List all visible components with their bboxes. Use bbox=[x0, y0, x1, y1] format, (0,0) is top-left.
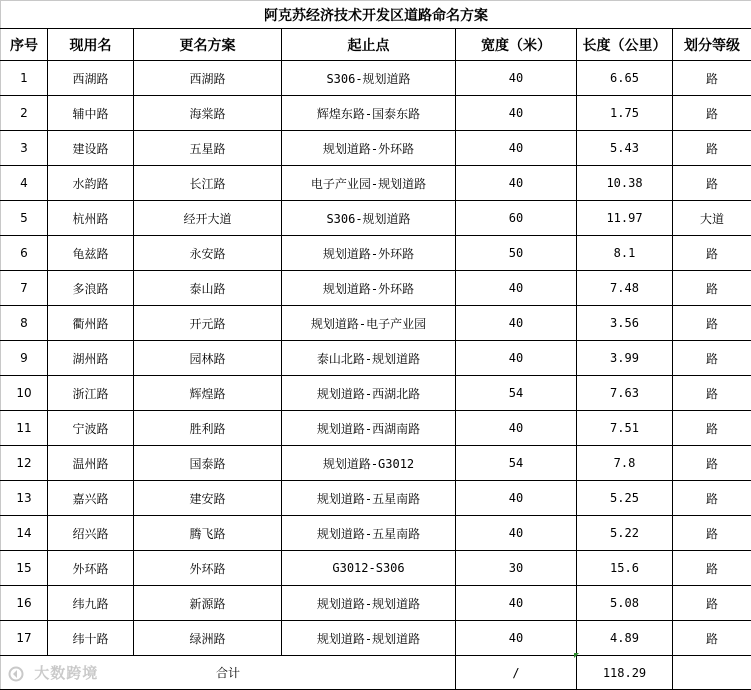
cell-width: 50 bbox=[456, 236, 577, 271]
cell-width: 40 bbox=[456, 341, 577, 376]
cell-length: 7.8 bbox=[577, 446, 673, 481]
table-row bbox=[1, 446, 751, 481]
cell-seq: 6 bbox=[1, 236, 48, 271]
table-row bbox=[1, 306, 751, 341]
cell-current-name: 水韵路 bbox=[48, 166, 134, 201]
cell-current-name: 温州路 bbox=[48, 446, 134, 481]
cell-new-name: 西湖路 bbox=[134, 61, 282, 96]
cell-length: 8.1 bbox=[577, 236, 673, 271]
table-row bbox=[1, 481, 751, 516]
cell-seq: 17 bbox=[1, 621, 48, 656]
cell-length: 11.97 bbox=[577, 201, 673, 236]
cell-grade: 路 bbox=[673, 551, 751, 586]
cell-new-name: 永安路 bbox=[134, 236, 282, 271]
cell-width: 40 bbox=[456, 166, 577, 201]
cell-current-name: 多浪路 bbox=[48, 271, 134, 306]
cell-length: 7.51 bbox=[577, 411, 673, 446]
cell-width: 40 bbox=[456, 96, 577, 131]
cell-current-name: 西湖路 bbox=[48, 61, 134, 96]
cell-width: 40 bbox=[456, 516, 577, 551]
cell-new-name: 经开大道 bbox=[134, 201, 282, 236]
table-row bbox=[1, 61, 751, 96]
watermark bbox=[8, 662, 98, 683]
cell-seq: 10 bbox=[1, 376, 48, 411]
table-title: 阿克苏经济技术开发区道路命名方案 bbox=[1, 1, 751, 29]
cell-current-name: 湖州路 bbox=[48, 341, 134, 376]
cell-new-name: 外环路 bbox=[134, 551, 282, 586]
cell-grade: 路 bbox=[673, 586, 751, 621]
cell-length: 5.25 bbox=[577, 481, 673, 516]
cell-seq: 12 bbox=[1, 446, 48, 481]
cell-seq: 8 bbox=[1, 306, 48, 341]
cell-seq: 15 bbox=[1, 551, 48, 586]
cell-new-name: 园林路 bbox=[134, 341, 282, 376]
cell-start-end: 电子产业园-规划道路 bbox=[282, 166, 456, 201]
cell-current-name: 杭州路 bbox=[48, 201, 134, 236]
cell-width: 40 bbox=[456, 411, 577, 446]
cell-length: 6.65 bbox=[577, 61, 673, 96]
cell-grade: 路 bbox=[673, 341, 751, 376]
cell-length: 5.43 bbox=[577, 131, 673, 166]
cell-grade: 路 bbox=[673, 131, 751, 166]
cell-width: 40 bbox=[456, 61, 577, 96]
cell-current-name: 纬九路 bbox=[48, 586, 134, 621]
cell-start-end: 规划道路-西湖北路 bbox=[282, 376, 456, 411]
header-row bbox=[1, 29, 751, 61]
cell-seq: 3 bbox=[1, 131, 48, 166]
table-row bbox=[1, 166, 751, 201]
header-start-end: 起止点 bbox=[282, 29, 456, 61]
cell-length: 10.38 bbox=[577, 166, 673, 201]
table-row bbox=[1, 271, 751, 306]
cell-start-end: 规划道路-规划道路 bbox=[282, 586, 456, 621]
cell-length: 4.89 bbox=[577, 621, 673, 656]
cell-start-end: 泰山北路-规划道路 bbox=[282, 341, 456, 376]
cell-current-name: 宁波路 bbox=[48, 411, 134, 446]
cell-seq: 9 bbox=[1, 341, 48, 376]
table-row bbox=[1, 586, 751, 621]
cell-new-name: 建安路 bbox=[134, 481, 282, 516]
cell-new-name: 开元路 bbox=[134, 306, 282, 341]
cell-grade: 大道 bbox=[673, 201, 751, 236]
cell-start-end: 规划道路-规划道路 bbox=[282, 621, 456, 656]
table-row bbox=[1, 376, 751, 411]
cell-length: 3.99 bbox=[577, 341, 673, 376]
watermark-logo-icon bbox=[8, 666, 26, 682]
cell-seq: 7 bbox=[1, 271, 48, 306]
cell-new-name: 绿洲路 bbox=[134, 621, 282, 656]
cell-length: 5.22 bbox=[577, 516, 673, 551]
header-width: 宽度（米） bbox=[456, 29, 577, 61]
cell-seq: 5 bbox=[1, 201, 48, 236]
cell-current-name: 纬十路 bbox=[48, 621, 134, 656]
cell-length: 3.56 bbox=[577, 306, 673, 341]
header-length: 长度（公里） bbox=[577, 29, 673, 61]
cell-comment-marker bbox=[574, 653, 579, 658]
cell-grade: 路 bbox=[673, 516, 751, 551]
cell-seq: 16 bbox=[1, 586, 48, 621]
cell-start-end: 辉煌东路-国泰东路 bbox=[282, 96, 456, 131]
cell-start-end: 规划道路-外环路 bbox=[282, 236, 456, 271]
table-row bbox=[1, 201, 751, 236]
cell-grade: 路 bbox=[673, 271, 751, 306]
cell-seq: 4 bbox=[1, 166, 48, 201]
cell-new-name: 辉煌路 bbox=[134, 376, 282, 411]
total-length: 118.29 bbox=[577, 656, 673, 690]
header-grade: 划分等级 bbox=[673, 29, 751, 61]
cell-seq: 2 bbox=[1, 96, 48, 131]
cell-start-end: G3012-S306 bbox=[282, 551, 456, 586]
cell-current-name: 建设路 bbox=[48, 131, 134, 166]
table-row bbox=[1, 96, 751, 131]
cell-current-name: 外环路 bbox=[48, 551, 134, 586]
cell-seq: 13 bbox=[1, 481, 48, 516]
total-label: 合计 bbox=[1, 656, 456, 690]
cell-new-name: 新源路 bbox=[134, 586, 282, 621]
table-row bbox=[1, 621, 751, 656]
table-row bbox=[1, 516, 751, 551]
cell-new-name: 国泰路 bbox=[134, 446, 282, 481]
cell-current-name: 浙江路 bbox=[48, 376, 134, 411]
header-new-name: 更名方案 bbox=[134, 29, 282, 61]
cell-start-end: S306-规划道路 bbox=[282, 201, 456, 236]
cell-grade: 路 bbox=[673, 376, 751, 411]
total-width: / bbox=[456, 656, 577, 690]
cell-new-name: 五星路 bbox=[134, 131, 282, 166]
cell-width: 54 bbox=[456, 446, 577, 481]
cell-width: 40 bbox=[456, 586, 577, 621]
cell-new-name: 长江路 bbox=[134, 166, 282, 201]
cell-current-name: 绍兴路 bbox=[48, 516, 134, 551]
cell-grade: 路 bbox=[673, 446, 751, 481]
cell-current-name: 嘉兴路 bbox=[48, 481, 134, 516]
cell-grade: 路 bbox=[673, 236, 751, 271]
cell-new-name: 腾飞路 bbox=[134, 516, 282, 551]
cell-new-name: 泰山路 bbox=[134, 271, 282, 306]
cell-start-end: 规划道路-外环路 bbox=[282, 131, 456, 166]
cell-current-name: 衢州路 bbox=[48, 306, 134, 341]
table-row bbox=[1, 411, 751, 446]
cell-width: 40 bbox=[456, 131, 577, 166]
table-row bbox=[1, 236, 751, 271]
table-row bbox=[1, 131, 751, 166]
header-current-name: 现用名 bbox=[48, 29, 134, 61]
cell-start-end: 规划道路-西湖南路 bbox=[282, 411, 456, 446]
cell-start-end: 规划道路-G3012 bbox=[282, 446, 456, 481]
total-row bbox=[1, 656, 751, 690]
total-grade bbox=[673, 656, 751, 690]
cell-length: 15.6 bbox=[577, 551, 673, 586]
header-seq: 序号 bbox=[1, 29, 48, 61]
cell-seq: 14 bbox=[1, 516, 48, 551]
cell-grade: 路 bbox=[673, 306, 751, 341]
cell-width: 40 bbox=[456, 481, 577, 516]
cell-start-end: S306-规划道路 bbox=[282, 61, 456, 96]
cell-start-end: 规划道路-外环路 bbox=[282, 271, 456, 306]
cell-width: 40 bbox=[456, 621, 577, 656]
cell-grade: 路 bbox=[673, 166, 751, 201]
cell-start-end: 规划道路-电子产业园 bbox=[282, 306, 456, 341]
cell-grade: 路 bbox=[673, 96, 751, 131]
cell-start-end: 规划道路-五星南路 bbox=[282, 516, 456, 551]
cell-start-end: 规划道路-五星南路 bbox=[282, 481, 456, 516]
table-row bbox=[1, 551, 751, 586]
cell-current-name: 辅中路 bbox=[48, 96, 134, 131]
cell-length: 1.75 bbox=[577, 96, 673, 131]
cell-width: 40 bbox=[456, 271, 577, 306]
cell-length: 5.08 bbox=[577, 586, 673, 621]
cell-width: 54 bbox=[456, 376, 577, 411]
cell-grade: 路 bbox=[673, 61, 751, 96]
cell-new-name: 海棠路 bbox=[134, 96, 282, 131]
cell-new-name: 胜利路 bbox=[134, 411, 282, 446]
cell-width: 60 bbox=[456, 201, 577, 236]
cell-length: 7.63 bbox=[577, 376, 673, 411]
cell-grade: 路 bbox=[673, 621, 751, 656]
cell-seq: 11 bbox=[1, 411, 48, 446]
cell-length: 7.48 bbox=[577, 271, 673, 306]
cell-current-name: 龟兹路 bbox=[48, 236, 134, 271]
watermark-text: 大数跨境 bbox=[34, 664, 98, 682]
cell-grade: 路 bbox=[673, 411, 751, 446]
cell-grade: 路 bbox=[673, 481, 751, 516]
cell-width: 30 bbox=[456, 551, 577, 586]
cell-width: 40 bbox=[456, 306, 577, 341]
table-row bbox=[1, 341, 751, 376]
cell-seq: 1 bbox=[1, 61, 48, 96]
